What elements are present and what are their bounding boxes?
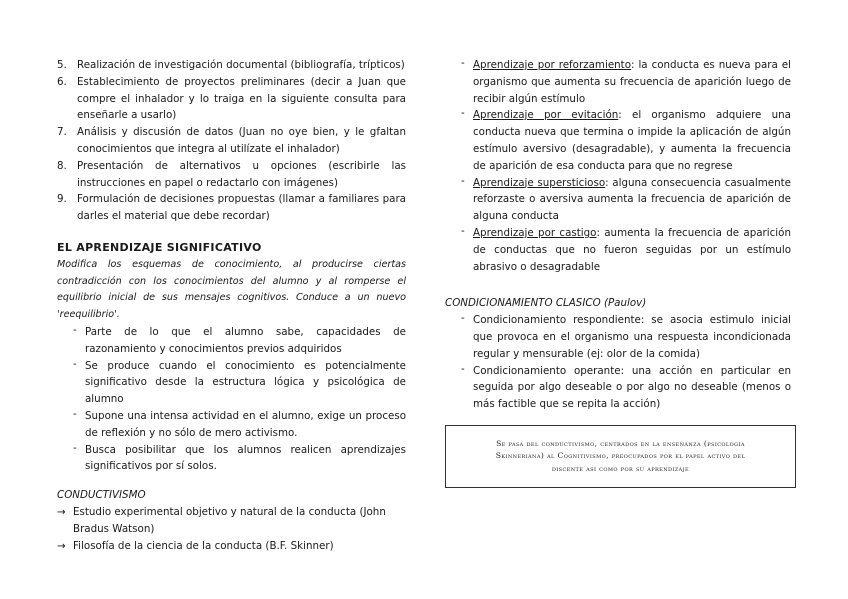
list-item: - Busca posibilitar que los alumnos realicen aprendizajes significativos por sí solos. — [73, 441, 406, 473]
summary-text: Se pasa del conductivismo, centrados en la enseñanza (psicología Skinneriana) al Cognitivismo, preocupados por el papel activo del discente así como por su aprendizaje — [495, 438, 746, 473]
dash-marker: - — [461, 57, 465, 69]
arrow-icon: → — [57, 539, 66, 552]
clasico-list — [445, 312, 791, 413]
dash-marker: - — [73, 323, 77, 336]
list-item: - Condicionamiento respondiente: se asocia estimulo inicial que provoca en el organismo una respuesta incondicionada regular y mensurable (ej: olor de la comida) — [461, 312, 791, 360]
clasico-heading: CONDICIONAMIENTO CLASICO (Paulov) — [445, 297, 647, 310]
list-item: - Aprendizaje supersticioso: alguna consecuencia casualmente reforzaste o aversiva aumenta la frecuencia de aparición de alguna conducta — [461, 174, 791, 223]
list-item: - Supone una intensa actividad en el alumno, exige un proceso de reflexión y no sólo de mero activismo. — [73, 407, 406, 439]
list-item: - Parte de lo que el alumno sabe, capacidades de razonamiento y conocimientos previos adquiridos — [73, 323, 406, 355]
list-item: 7. Análisis y discusión de datos (Juan no oye bien, y le gfaltan conocimientos que integra al utilízate el inhalador) — [57, 126, 406, 155]
dash-marker: - — [461, 224, 465, 237]
significativo-heading: EL APRENDIZAJE SIGNIFICATIVO — [57, 240, 262, 254]
numbered-list — [57, 57, 406, 225]
dash-marker: - — [461, 174, 465, 187]
significativo-list — [57, 324, 406, 475]
dash-marker: - — [461, 312, 465, 325]
dash-marker: - — [73, 407, 77, 420]
aprendizaje-list — [445, 57, 791, 275]
right-column — [445, 57, 791, 413]
left-column — [57, 57, 406, 554]
list-item: - Aprendizaje por evitación: el organismo adquiere una conducta nueva que termina o impide la aplicación de algún estímulo aversivo (desagradable), y aumenta la frecuencia de aparición de esa conducta para que no regrese — [461, 107, 791, 172]
conductivismo-heading: CONDUCTIVISMO — [57, 489, 146, 502]
dash-marker: - — [461, 362, 465, 375]
list-item: 6. Establecimiento de proyectos preliminares (decir a Juan que compre el inhalador y lo traiga en la siguiente consulta para enseñarle a usarlo) — [57, 75, 406, 122]
list-item: - Aprendizaje por reforzamiento: la conducta es nueva para el organismo que aumenta su frecuencia de aparición luego de recibir algún estímulo — [461, 57, 791, 105]
arrow-icon: → — [57, 505, 66, 518]
dash-marker: - — [461, 107, 465, 120]
list-item: - Se produce cuando el conocimiento es potencialmente significativo desde la estructura lógica y psicológica de alumno — [73, 357, 406, 406]
list-item: 5. Realización de investigación documental (bibliografía, trípticos) — [57, 59, 405, 71]
dash-marker: - — [73, 441, 77, 454]
summary-box — [445, 425, 796, 488]
list-item: → Filosofía de la ciencia de la conducta (B.F. Skinner) — [57, 538, 406, 555]
list-item: - Aprendizaje por castigo: aumenta la frecuencia de aparición de conductas que no fueron seguidas por un estímulo abrasivo o desagradable — [461, 224, 791, 273]
list-item: - Condicionamiento operante: una acción en particular en seguida por algo deseable o por algo no deseable (menos o más factible que se repita la acción) — [461, 362, 791, 411]
significativo-intro: Modifica los esquemas de conocimiento, al producirse ciertas contradicción con los conocimientos del alumno y al romperse el equilibrio inicial de sus mensajes cognitivos. Conduce a un nuevo 'reequilibrio'. — [57, 258, 406, 321]
dash-marker: - — [73, 357, 77, 370]
list-item: 9. Formulación de decisiones propuestas (llamar a familiares para darles el material que debe recordar) — [57, 193, 406, 223]
list-item: 8. Presentación de alternativos u opciones (escribirle las instrucciones en papel o redactarlo con imágenes) — [57, 159, 406, 189]
list-item: → Estudio experimental objetivo y natural de la conducta (John Bradus Watson) — [57, 505, 386, 535]
